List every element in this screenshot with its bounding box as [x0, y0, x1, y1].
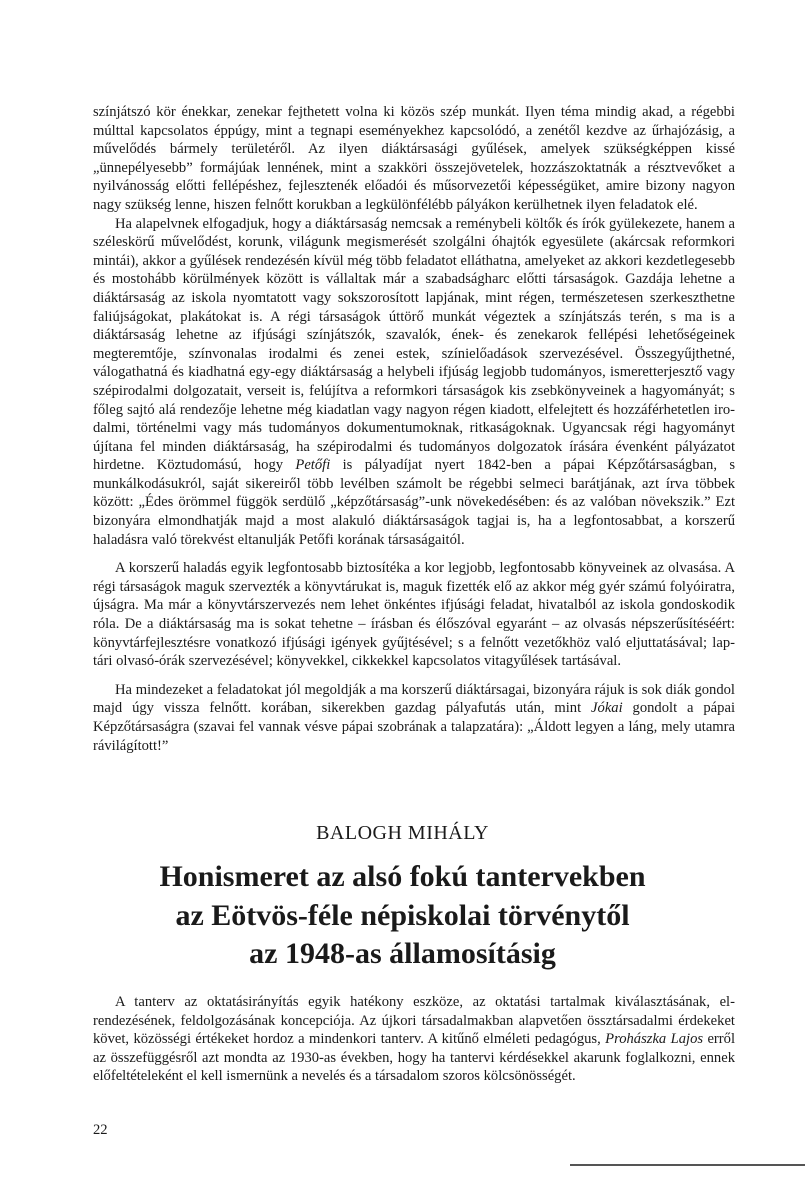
paragraph: Ha alapelvnek elfogadjuk, hogy a diáktársaság nemcsak a reménybeli költők és írók gyülekezete, hanem a széleskörű művelődést, korunk, világunk megismerését szolgálni óhajtók egyesülete (akárcsak reformkori mintái), akkor a gyűlések rendezésén kívül még több feladatot elláthatna, amelyeket az akkori kezdetlegesebb és mostohább körülmények között is vállaltak már a szabadságharc előtti társaságok. Gazdája lehetne a diáktársaság az iskola nyomtatott vagy sokszorosított lapjának, mint régen, természetesen szerkeszthetne faliújságokat, plakátokat is. A régi társaságok úttörő munkát végeztek a színjátszás terén, s ma is a diáktársaság lehetne az ifjúsági színjátszók, szavalók, ének- és zenekarok fellépési lehetőségeinek megteremtője, színvonalas irodalmi és zenei estek, színielőadások szervezésével. Összegyűjthetné, válogathatná és kiadhatná egy-egy diáktársaság a helybeli ifjúság legjobb tudományos, ismeretterjesztő vagy szépirodalmi dolgozatait, verseit is, felújítva a reformkori társaságok kis zsebkönyveinek a hagyományát; s főleg sajtó alá rendezője lehetne még kiadatlan vagy nagyon régen kiadott, elfelejtett és hozzáférhetetlen irodalmi, történelmi vagy más tudományos dokumentumoknak, ritkaságoknak. Ugyancsak régi hagyományt újítana fel minden diáktársaság, ha szépirodalmi és tudományos dolgozatok írására évenként pályázatot hirdetne. Köztudomású, hogy Petőfi is pályadíjat nyert 1842-ben a pápai Képzőtársaságban, s munkálkodásukról, saját sikereiről több levélben számolt be régebbi selmeci barátjának, azt írva többek között: „Édes örömmel függök serdülő „képzőtársaság”-unk növekedésében: és az valóban növekszik.” Ezt bizonyára elmondhatják majd a most alakuló diáktársaságok tagjai is, ha a legfontosabbat, a korszerű haladásra való törekvést eltanulják Petőfi korának társaságaitól. — [93, 215, 735, 548]
previous-article-body — [93, 103, 735, 755]
title-line: Honismeret az alsó fokú tantervekben — [159, 860, 646, 893]
article-body — [93, 993, 735, 1086]
scan-edge-line — [570, 1164, 805, 1166]
italic-name: Prohászka Lajos — [605, 1031, 704, 1048]
article-author: BALOGH MIHÁLY — [316, 822, 489, 844]
paragraph: A tanterv az oktatásirányítás egyik hatékony eszköze, az oktatási tartalmak kiválasztásának, elrendezésének, feldolgozásának koncepciója. Az újkori társadalmakban alapvetően össztársadalmi érdekeket követ, közösségi értékeket hordoz a mindenkori tanterv. A kitűnő elméleti pedagógus, Prohászka Lajos erről az összefüggésről azt mondta az 1930-as években, hogy ha tantervi kérdésekkel akarunk foglalkozni, ennek előfeltételeként el kell ismernünk a nevelés és a társadalom szoros kölcsönösségét. — [93, 994, 735, 1085]
title-line: az 1948-as államosításig — [249, 937, 556, 970]
page-number: 22 — [93, 1122, 108, 1138]
italic-name: Petőfi — [295, 457, 331, 474]
article-title — [0, 858, 805, 974]
title-line: az Eötvös-féle népiskolai törvénytől — [175, 898, 630, 932]
paragraph: A korszerű haladás egyik legfontosabb biztosítéka a kor legjobb, legfontosabb könyveinek az olvasása. A régi társaságok maguk szervezték a könyvtárukat is, maguk fizették elő az akkor még gyér számú folyóiratra, újságra. Ma már a könyvtárszervezés nem lehet önkéntes ifjúsági feladat, hivatalból az iskola gondoskodik róla. De a diáktársaság ma is sokat tehetne – írásban és élőszóval egyaránt – az olvasás népszerűsítéséért: könyvtárfejlesztésre vonatkozó ifjúsági igények gyűjtésével; s a felnőtt vezetőkhöz való eljuttatásával; lap-tári olvasó-órák szervezésével; könyvekkel, cikkekkel kapcsolatos vitagyűlések tartásával. — [93, 560, 735, 670]
paragraph: színjátszó kör énekkar, zenekar fejthetett volna ki közös szép munkát. Ilyen téma mindig akad, a régebbi múlttal kapcsolatos éppúgy, mint a tegnapi eseményekhez kapcsolódó, a zenétől kezdve az űrhajózásig, a művelődés bármely területéről. Az ilyen diáktársasági gyűlések, amelyek szükségképpen kissé „ünnepélyesebb” formájúak lennének, mint a szakköri összejövetelek, hozzászoktatnák a résztvevőket a nyilvánosság előtti fellépéshez, fejlesztenék előadói és műsorvezetői képességüket, amire bizony nagyon nagy szükség lenne, hiszen felnőtt korukban a legkülönfélébb pályákon kerülhetnek ilyen feladatok elé. — [93, 104, 735, 213]
paragraph: Ha mindezeket a feladatokat jól megoldják a ma korszerű diáktársagai, bizonyára rájuk is sok diák gondol majd úgy vissza felnőtt. korában, sikerekben gazdag pályafutás után, mint Jókai gondolt a pápai Képzőtársaságra (szavai fel vannak vésve pápai szobrának a talapzatára): „Áldott legyen a láng, mely utamra rávilágított!” — [93, 681, 735, 754]
italic-name: Jókai — [591, 700, 623, 717]
